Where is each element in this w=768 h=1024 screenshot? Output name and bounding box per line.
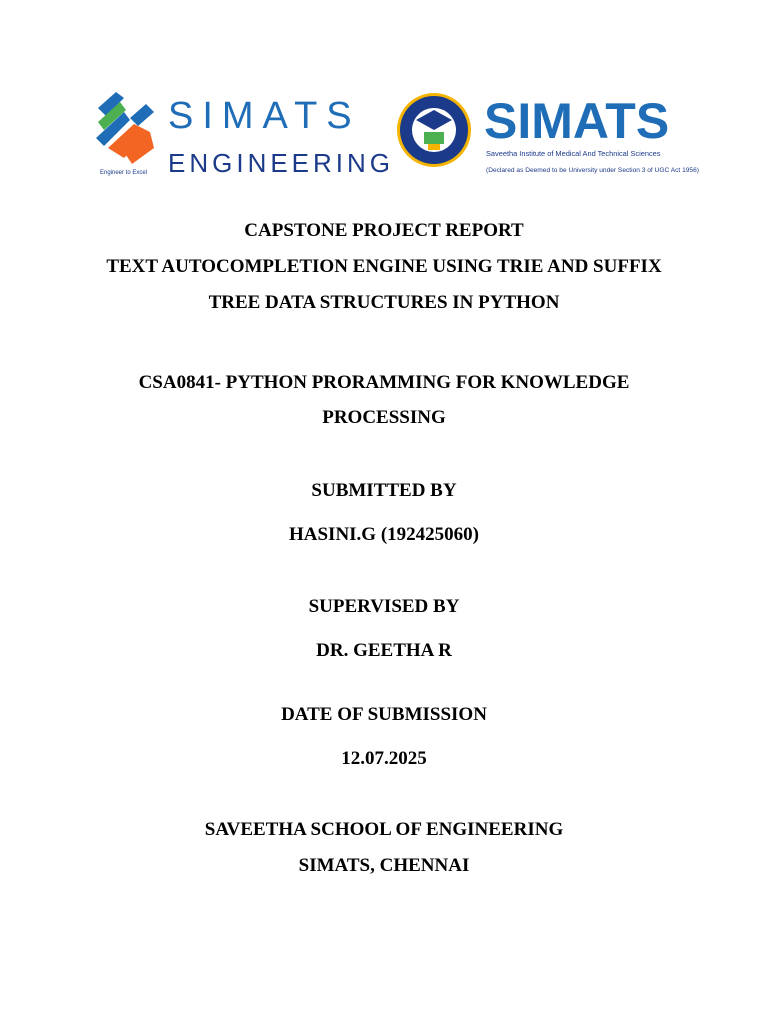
course-line2: PROCESSING	[322, 407, 446, 428]
submitted-by-name: HASINI.G (192425060)	[288, 524, 479, 545]
supervisor-name: DR. GEETHA R	[316, 640, 452, 661]
school-name: SAVEETHA SCHOOL OF ENGINEERING	[204, 819, 564, 840]
report-title-line2: TREE DATA STRUCTURES IN PYTHON	[208, 292, 560, 313]
date-of-submission-label: DATE OF SUBMISSION	[281, 704, 487, 725]
submitted-by-label: SUBMITTED BY	[311, 480, 457, 501]
report-heading: CAPSTONE PROJECT REPORT	[244, 220, 524, 241]
logo-right-line1: Saveetha Institute of Medical And Technical Sciences	[486, 149, 661, 158]
report-title-line1: TEXT AUTOCOMPLETION ENGINE USING TRIE AND SUFFIX	[106, 256, 662, 277]
logo-right-title: SIMATS	[484, 93, 670, 149]
logo-banner	[94, 88, 699, 178]
simats-engineering-logo-mark	[96, 92, 154, 164]
logo-left-title: SIMATS	[168, 95, 361, 137]
saveetha-emblem	[397, 93, 471, 167]
logo-left-tagline: Engineer to Excel	[100, 170, 148, 176]
supervised-by-label: SUPERVISED BY	[308, 596, 460, 617]
logo-left-subtitle: ENGINEERING	[168, 148, 395, 178]
logo-right-line2: (Declared as Deemed to be University under Section 3 of UGC Act 1956)	[486, 167, 699, 174]
school-location: SIMATS, CHENNAI	[298, 855, 470, 876]
course-line1: CSA0841- PYTHON PRORAMMING FOR KNOWLEDGE	[138, 372, 630, 393]
date-of-submission-value: 12.07.2025	[341, 748, 427, 769]
